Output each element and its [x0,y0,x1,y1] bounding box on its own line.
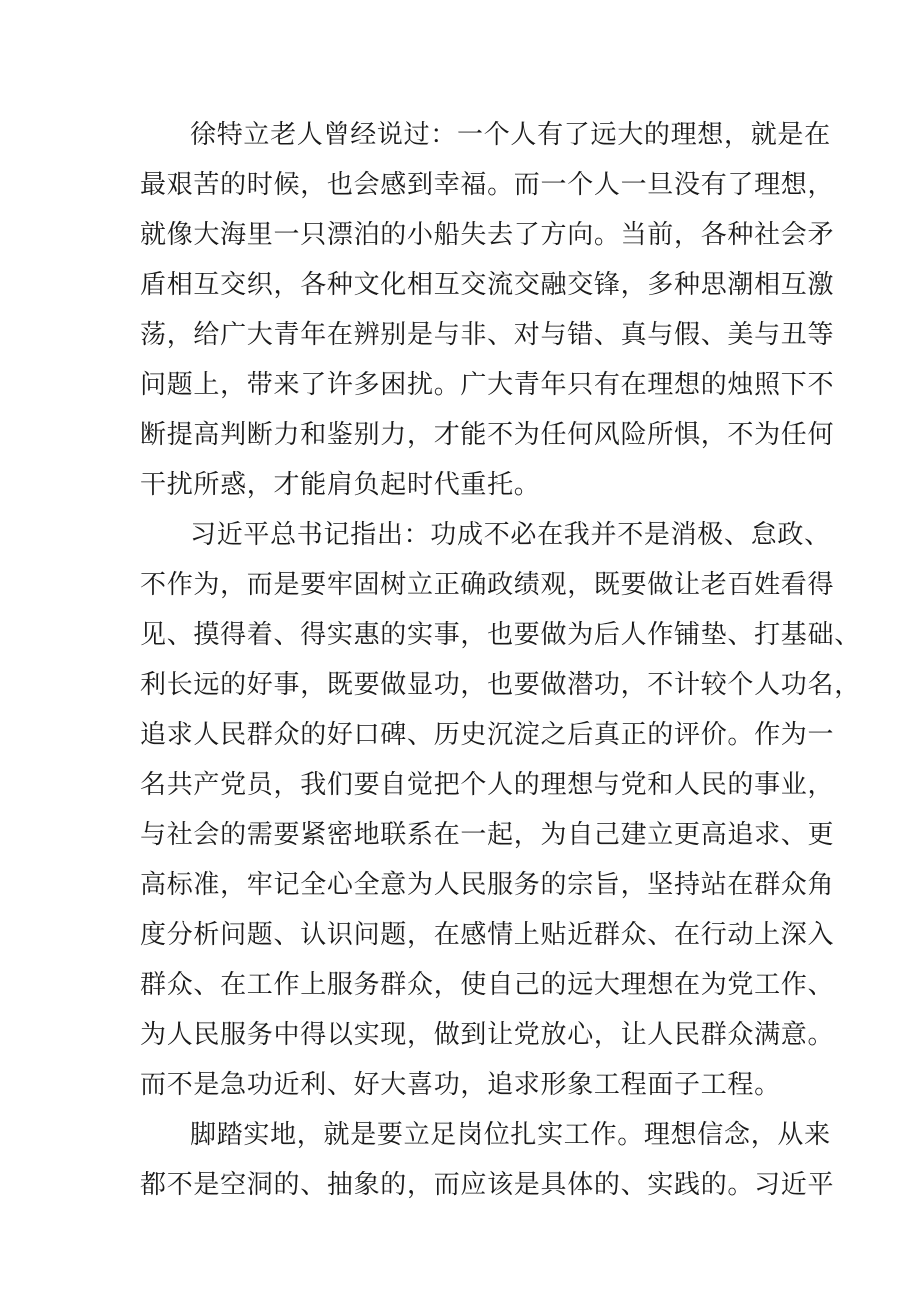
paragraph-3-line-1: 脚踏实地，就是要立足岗位扎实工作。理想信念，从来 [190,1120,831,1150]
paragraph-2-line-4: 利长远的好事，既要做显功，也要做潜功，不计较个人功名， [140,670,861,700]
paragraph-2-line-7: 与社会的需要紧密地联系在一起，为自己建立更高追求、更 [140,820,835,850]
paragraph-3-line-2: 都不是空洞的、抽象的，而应该是具体的、实践的。习近平 [140,1170,835,1200]
paragraph-2-line-3: 见、摸得着、得实惠的实事，也要做为后人作铺垫、打基础、 [140,620,861,650]
paragraph-2-line-12: 而不是急功近利、好大喜功，追求形象工程面子工程。 [140,1070,781,1100]
paragraph-1-line-2: 最艰苦的时候，也会感到幸福。而一个人一旦没有了理想， [140,170,835,200]
paragraph-2-line-6: 名共产党员，我们要自觉把个人的理想与党和人民的事业， [140,770,835,800]
paragraph-1-line-6: 问题上，带来了许多困扰。广大青年只有在理想的烛照下不 [140,370,835,400]
paragraph-2-line-2: 不作为，而是要牢固树立正确政绩观，既要做让老百姓看得 [140,570,835,600]
paragraph-1-line-7: 断提高判断力和鉴别力，才能不为任何风险所惧，不为任何 [140,420,835,450]
paragraph-1-line-1: 徐特立老人曾经说过：一个人有了远大的理想，就是在 [190,120,831,150]
paragraph-2-line-11: 为人民服务中得以实现，做到让党放心，让人民群众满意。 [140,1020,835,1050]
paragraph-1-line-3: 就像大海里一只漂泊的小船失去了方向。当前，各种社会矛 [140,220,835,250]
paragraph-2-line-5: 追求人民群众的好口碑、历史沉淀之后真正的评价。作为一 [140,720,835,750]
paragraph-2-line-9: 度分析问题、认识问题，在感情上贴近群众、在行动上深入 [140,920,835,950]
paragraph-2-line-8: 高标准，牢记全心全意为人民服务的宗旨，坚持站在群众角 [140,870,835,900]
paragraph-2-line-1: 习近平总书记指出：功成不必在我并不是消极、怠政、 [190,520,831,550]
paragraph-1-line-4: 盾相互交织，各种文化相互交流交融交锋，多种思潮相互激 [140,270,835,300]
paragraph-2-line-10: 群众、在工作上服务群众，使自己的远大理想在为党工作、 [140,970,835,1000]
paragraph-1-line-5: 荡，给广大青年在辨别是与非、对与错、真与假、美与丑等 [140,320,835,350]
paragraph-1-line-8: 干扰所惑，才能肩负起时代重托。 [140,470,541,500]
